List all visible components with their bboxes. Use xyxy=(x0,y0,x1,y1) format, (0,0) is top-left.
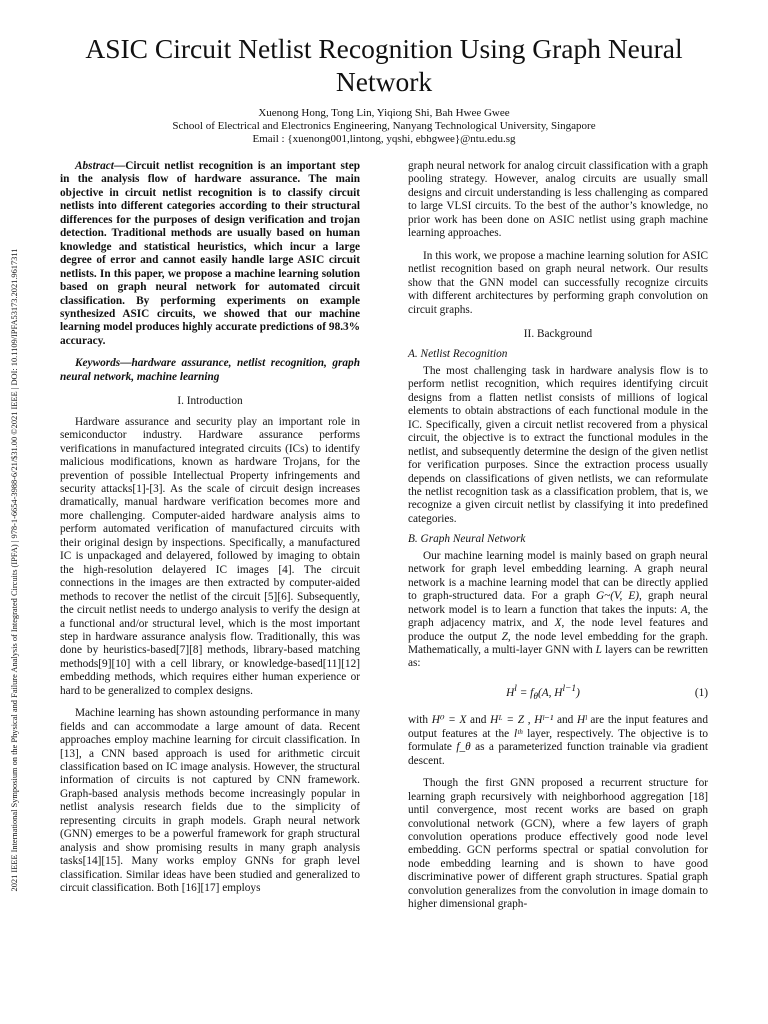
email: Email : {xuenong001,lintong, yqshi, ebhgwee}@ntu.edu.sg xyxy=(252,133,516,145)
abstract-dash: — xyxy=(113,160,126,172)
equation-1 xyxy=(408,683,708,704)
math-hl-final: Hᴸ = Z xyxy=(490,714,525,727)
subsection-heading-netlist-recognition: A. Netlist Recognition xyxy=(408,348,508,361)
gnn-text: layer, respectively. The objective is to formulate xyxy=(408,727,708,754)
gnn-text: with xyxy=(408,714,432,727)
intro-paragraph-4: In this work, we propose a machine learning solution for ASIC netlist recognition based on graph neural network. Our results show that the GNN model can successfully recognize circuits with different architectures by performing graph convolution on circuit graphs. xyxy=(408,249,708,316)
paper-title: ASIC Circuit Netlist Recognition Using Graph Neural Network xyxy=(85,33,683,97)
gnn-text: as a parameterized function trainable via gradient descent. xyxy=(408,741,708,767)
gnn-text: , the graph adjacency matrix, and xyxy=(408,603,708,630)
sidebar-citation: 2021 IEEE International Symposium on the Physical and Failure Analysis of Integrated Circuits (IPFA) | 978-1-6654-3988-6/21/$31.00 ©2021 IEEE | DOI: 10.1109/IPFA53173.2021.9617311 xyxy=(10,248,19,892)
math-h-prev: Hˡ⁻¹ xyxy=(534,714,554,727)
intro-paragraph-3: graph neural network for analog circuit classification with a graph pooling strategy. However, analog circuits are usually small designs and circuit understanding is less challenging as compared to large VLSI circuits. To the best of the author’s knowledge, no prior work has been done on ASIC netlist using graph machine learning approaches. xyxy=(408,160,708,240)
affiliation: School of Electrical and Electronics Engineering, Nanyang Technological University, Singapore xyxy=(172,120,596,132)
intro-paragraph-2: Machine learning has shown astounding performance in many fields and can accommodate a large amount of data. Recent approaches employ machine learning for circuit classification. In [13], a CNN based approach is used for arithmetic circuit classification based on IC image analysis. However, the structural information of circuits is not captured by CNN framework. Graph-based analysis methods become increasingly popular in netlist analysis research fields due to the simplicity of representing circuits in graph models. Graph neural network (GNN) emerges to be a powerful framework for graph structural analysis and show promising results in many graph analysis tasks[14][15]. Many works employ GNNs for graph level classification. Similar ideas have been studied and generalized to circuit classification. Both [16][17] employs xyxy=(60,707,360,895)
keywords xyxy=(60,357,360,384)
math-ftheta: f_θ xyxy=(456,741,471,754)
gnn-text: are the input features and output features at the xyxy=(408,714,708,740)
subsection-heading-gnn: B. Graph Neural Network xyxy=(408,533,526,546)
math-graph: G~(V, E) xyxy=(596,590,640,603)
gnn-text: layers can be rewritten as: xyxy=(408,643,708,670)
keywords-text: hardware assurance, netlist recognition, graph neural network, machine learning xyxy=(60,357,360,383)
gnn-text: , the node level features and produce the output xyxy=(408,617,708,643)
gnn-text: Our machine learning model is mainly based on graph neural network for graph level embedding learning. A graph neural network is a machine learning model that can be directly applied to graph-structured data. For a graph xyxy=(408,549,708,603)
gnn-text: and xyxy=(466,714,491,727)
math-x: X xyxy=(554,617,562,630)
gnn-text: , xyxy=(524,714,535,727)
math-a: A xyxy=(680,603,688,616)
section-heading-background: II. Background xyxy=(523,327,593,340)
keywords-label: Keywords xyxy=(75,357,121,370)
gnn-text: , graph neural network model is to learn a function that takes the inputs: xyxy=(408,590,708,616)
math-h-cur: Hˡ xyxy=(576,714,587,727)
keywords-dash: — xyxy=(120,357,132,370)
netlist-recognition-paragraph: The most challenging task in hardware analysis flow is to perform netlist recognition, which requires identifying circuit designs from a flatten netlist consists of millions of logical elements to obtain abstractions of each functional module in the IC. Specifically, given a circuit netlist recovered from a physical circuit, the objective is to extract the functional modules in the netlist, and subsequently determine the design of the given netlist for verification purposes. Since the extraction process usually depends on classifications of given netlists, we can reformulate the netlist recognition task as a classification problem, that is, we recognize a given circuit netlist by classifying it into predefined categories. xyxy=(408,364,708,525)
math-z: Z xyxy=(501,630,508,643)
intro-paragraph-1: Hardware assurance and security play an important role in semiconductor industry. Hardware assurance performs verifications in manufactured integrated circuits (ICs) to identify malicious modifications, known as hardware Trojans, for the prevention of possible Intellectual Property infringements and security attacks[1]-[3]. As the scale of circuit design increases dramatically, manual hardware verification becomes more and more challenging. Computer-aided hardware analysis aims to perform automated verification of manufactured circuits with their original design by inspections. Specifically, a manufactured IC is unpackaged and delayered, followed by imaging to obtain the high-resolution delayered IC images [4]. The circuit connections in the images are then extracted by computer-aided methods to recover the netlist of the circuit [5][6]. Subsequently, the circuit netlist needs to undergo analysis to verify the design at a functional and/or structural level, which is the most important step in hardware assurance analysis flow. Traditionally, this was done by heuristics-based[7][8] methods, library-based matching methods[9][10] with a cell library, or knowledge-based[11][12] embedding methods, which requires either human experience or hard to be generalized to complex designs. xyxy=(60,415,360,697)
equation-number: (1) xyxy=(694,686,708,699)
equation-body: $H^l = f_\theta(A$, $H^{l-1}$) xyxy=(506,683,580,702)
math-l: L xyxy=(595,643,602,656)
section-heading-introduction: I. Introduction xyxy=(177,395,243,408)
right-column xyxy=(408,160,708,912)
authors: Xuenong Hong, Tong Lin, Yiqiong Shi, Bah Hwee Gwee xyxy=(258,107,510,119)
abstract xyxy=(60,160,360,348)
math-h0: H⁰ = X xyxy=(431,714,467,727)
abstract-label: Abstract xyxy=(75,160,114,172)
abstract-text: Circuit netlist recognition is an important step in the analysis flow of hardware assurance. The main objective in circuit netlist recognition is to classify circuit netlists into different categories according to their structural differences for the purposes of design verification and trojan detection. Traditional methods are usually based on human knowledge and statistical heuristics, which incur a large degree of error and cannot easily handle large ASIC circuit netlists. In this paper, we propose a machine learning solution based on graph neural network for automated circuit classification. By performing experiments on example synthesized ASIC circuits, we showed that our machine learning model produces highly accurate predictions of 98.3% accuracy. xyxy=(60,160,360,347)
gnn-paragraph-2 xyxy=(408,714,708,768)
gnn-paragraph-3: Though the first GNN proposed a recurrent structure for learning graph recursively with neighborhood aggregation [18] until convergence, most recent works are based on graph convolutional network (GCN), where a few layers of graph convolution operations produce effectively good node level embedding. GCN performs spectral or spatial convolution for node embedding learning and is shown to have good discriminative power of different graph structures. Spatial graph convolution generalizes from the convolution in image domain to higher dimensional graph- xyxy=(408,777,708,911)
gnn-paragraph-1 xyxy=(408,550,708,671)
math-lth: lᵗʰ xyxy=(513,727,523,740)
gnn-text: and xyxy=(553,714,577,727)
gnn-text: , the node level embedding for the graph. Mathematically, a multi-layer GNN with xyxy=(408,630,708,656)
left-column xyxy=(60,160,360,896)
doi-sidebar xyxy=(4,0,26,1024)
